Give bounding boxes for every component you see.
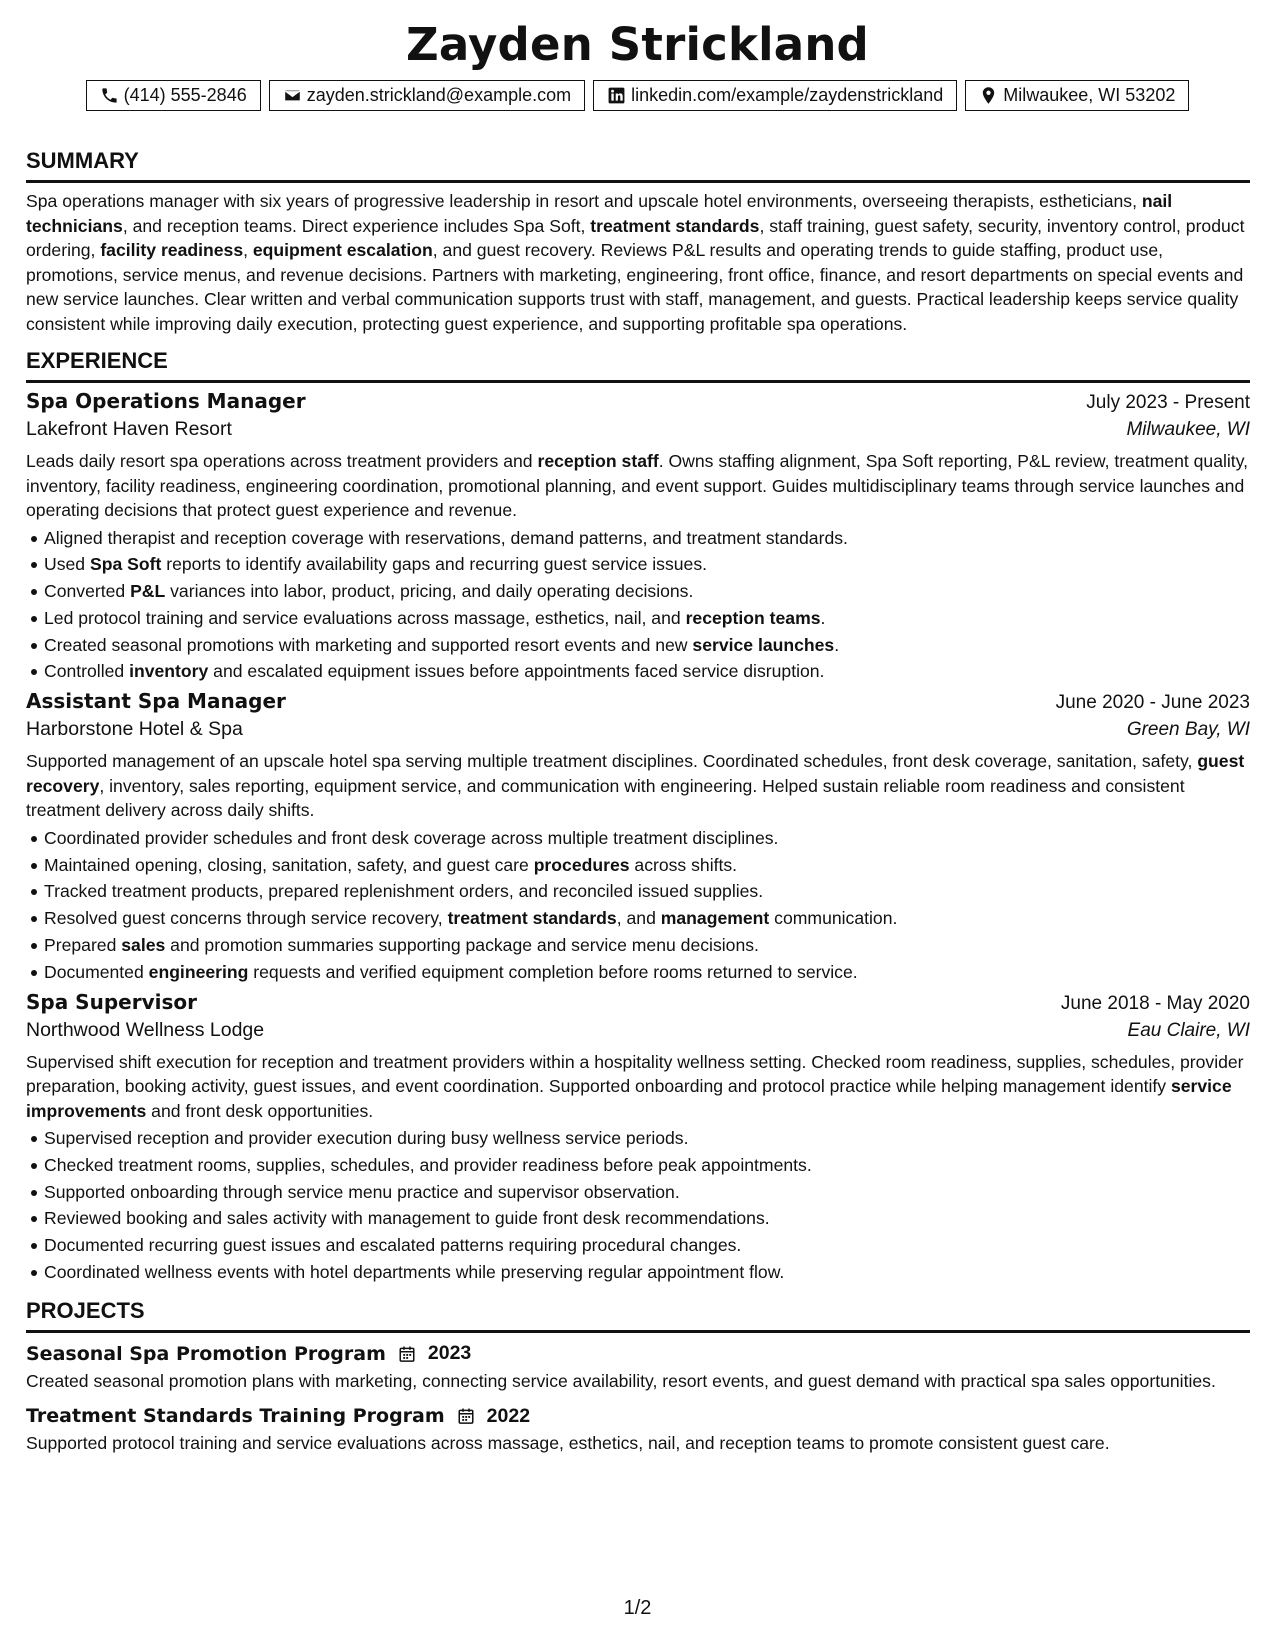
emphasized-text: treatment standards — [590, 215, 760, 236]
summary-text — [26, 189, 1250, 336]
text-run: reports to identify availability gaps and recurring guest service issues. — [161, 554, 708, 575]
calendar-icon — [398, 1345, 416, 1363]
emphasized-text: reception staff — [537, 451, 659, 471]
calendar-icon — [457, 1407, 475, 1425]
project-year: 2022 — [486, 1404, 531, 1427]
text-run: . — [820, 607, 826, 628]
text-run: Resolved guest concerns through service recovery, — [44, 908, 448, 929]
text-run: variances into labor, product, pricing, and daily operating decisions. — [165, 581, 694, 602]
text-run: Reviewed booking and sales activity with management to guide front desk recommendations. — [44, 1208, 770, 1229]
project-name: Seasonal Spa Promotion Program — [26, 1342, 386, 1365]
section-divider — [26, 380, 1250, 383]
job-entry — [26, 689, 1250, 985]
emphasized-text: treatment standards — [447, 908, 617, 929]
text-run: Leads daily resort spa operations across treatment providers and — [26, 451, 538, 471]
job-bullets — [26, 825, 1250, 986]
text-run: Created seasonal promotions with marketing and supported resort events and new — [44, 634, 693, 655]
summary-section — [26, 148, 1250, 336]
text-run: . — [834, 634, 840, 655]
project-name: Treatment Standards Training Program — [26, 1405, 445, 1428]
job-description — [26, 449, 1250, 523]
text-run: , and — [616, 908, 661, 929]
emphasized-text: Spa Soft — [89, 554, 162, 575]
bullet-item — [26, 1179, 1250, 1206]
job-entry — [26, 990, 1250, 1286]
text-run: communication. — [769, 908, 898, 929]
text-run: , and guest recovery. Reviews P&L results and operating trends to guide staffing, product use, promotions, service menus, and revenue decisions. Partners with marketing, engineering, front office, finance, and resort departments on special events and new service launches. Clear written and verbal communication supports trust with staff, management, and guests. Practical leadership keeps service quality consistent while improving daily execution, protecting guest experience, and supporting profitable spa operations. — [26, 240, 1244, 334]
text-run: Spa operations manager with six years of progressive leadership in resort and upscale hotel environments, overseeing therapists, estheticians, — [26, 191, 1142, 211]
text-run: Documented — [44, 961, 149, 982]
project-entry — [26, 1339, 1250, 1394]
text-run: , staff training, guest safety, security, inventory control, product ordering, — [26, 215, 1245, 260]
bullet-item — [26, 578, 1250, 605]
job-location: Eau Claire, WI — [1127, 1019, 1250, 1041]
contact-linkedin-text: linkedin.com/example/zaydenstrickland — [631, 85, 944, 105]
project-description: Supported protocol training and service evaluations across massage, esthetics, nail, and reception teams to promote consistent guest care. — [26, 1433, 1110, 1454]
bullet-item — [26, 959, 1250, 986]
section-title-experience: EXPERIENCE — [26, 348, 168, 373]
job-dates: June 2018 - May 2020 — [1060, 992, 1250, 1014]
job-title: Spa Operations Manager — [26, 389, 306, 413]
job-description — [26, 749, 1250, 823]
project-description: Created seasonal promotion plans with marketing, connecting service availability, resort events, and guest demand with practical spa sales opportunities. — [26, 1370, 1216, 1391]
bullet-item — [26, 1205, 1250, 1232]
text-run: Led protocol training and service evaluations across massage, esthetics, nail, and — [44, 607, 686, 628]
emphasized-text: nail technicians — [26, 191, 1173, 236]
text-run: Coordinated wellness events with hotel departments while preserving regular appointment flow. — [44, 1262, 785, 1283]
experience-section — [26, 348, 1250, 1286]
job-bullets — [26, 1125, 1250, 1286]
job-dates: June 2020 - June 2023 — [1055, 692, 1250, 714]
emphasized-text: inventory — [129, 661, 209, 682]
emphasized-text: P&L — [130, 581, 166, 602]
emphasized-text: service improvements — [26, 1076, 1232, 1121]
contact-linkedin[interactable] — [593, 80, 957, 111]
contact-email-text: zayden.strickland@example.com — [306, 85, 572, 105]
job-location: Green Bay, WI — [1126, 719, 1250, 741]
text-run: and front desk opportunities. — [146, 1100, 374, 1121]
text-run: , — [243, 240, 253, 260]
bullet-item — [26, 1152, 1250, 1179]
text-run: Supported management of an upscale hotel spa serving multiple treatment disciplines. Coordinated schedules, front desk coverage, sanitation, safety, — [26, 751, 1198, 772]
bullet-item — [26, 905, 1250, 932]
page-number: 1/2 — [623, 1597, 652, 1619]
candidate-name: Zayden Strickland — [406, 18, 869, 71]
text-run: Tracked treatment products, prepared replenishment orders, and reconciled issued supplies. — [44, 881, 764, 902]
text-run: Supported onboarding through service menu practice and supervisor observation. — [44, 1181, 680, 1202]
project-entry — [26, 1401, 1250, 1456]
text-run: . Owns staffing alignment, Spa Soft reporting, P&L review, treatment quality, inventory, facility readiness, engineering coordination, promotional planning, and event support. Guides multidisciplinary teams through service launches and operating decisions that protect guest experience and revenue. — [26, 451, 1249, 520]
job-description — [26, 1050, 1250, 1124]
bullet-item — [26, 551, 1250, 578]
text-run: and escalated equipment issues before appointments faced service disruption. — [208, 661, 825, 682]
text-run: Used — [44, 554, 90, 575]
text-run: Controlled — [44, 661, 130, 682]
contact-location — [965, 80, 1189, 111]
text-run: Supervised reception and provider execution during busy wellness service periods. — [44, 1128, 689, 1149]
job-company: Harborstone Hotel & Spa — [26, 718, 243, 741]
bullet-item — [26, 525, 1250, 552]
contact-location-text: Milwaukee, WI 53202 — [1003, 85, 1176, 105]
text-run: Documented recurring guest issues and escalated patterns requiring procedural changes. — [44, 1235, 742, 1256]
job-location: Milwaukee, WI — [1126, 419, 1250, 440]
text-run: Supervised shift execution for reception and treatment providers within a hospitality wellness setting. Checked room readiness, supplies, schedules, provider preparation, booking activity, guest issues, and event coordination. Supported onboarding and protocol practice while helping management identify — [26, 1051, 1244, 1097]
contact-email[interactable] — [269, 80, 585, 111]
linkedin-icon — [607, 86, 626, 105]
job-company: Northwood Wellness Lodge — [26, 1018, 265, 1041]
text-run: Converted — [44, 581, 131, 602]
projects-section — [26, 1298, 1250, 1456]
text-run: Coordinated provider schedules and front desk coverage across multiple treatment disciplines. — [44, 827, 779, 848]
text-run: and promotion summaries supporting package and service menu decisions. — [165, 934, 759, 955]
job-company: Lakefront Haven Resort — [26, 418, 232, 440]
contact-bar — [0, 80, 1275, 111]
job-dates: July 2023 - Present — [1086, 392, 1250, 413]
text-run: Aligned therapist and reception coverage with reservations, demand patterns, and treatment standards. — [44, 527, 848, 548]
text-run: across shifts. — [629, 854, 738, 875]
project-year: 2023 — [427, 1342, 472, 1365]
section-title-projects: PROJECTS — [26, 1297, 145, 1323]
emphasized-text: procedures — [533, 854, 630, 875]
emphasized-text: facility readiness — [100, 240, 244, 260]
job-entry — [26, 389, 1250, 685]
job-bullets — [26, 525, 1250, 686]
contact-phone-text: (414) 555-2846 — [123, 85, 247, 105]
bullet-item — [26, 658, 1250, 685]
bullet-item — [26, 632, 1250, 659]
envelope-icon — [283, 86, 302, 105]
job-title: Spa Supervisor — [26, 989, 197, 1014]
section-title-summary: SUMMARY — [26, 148, 139, 173]
bullet-item — [26, 1232, 1250, 1259]
text-run: Prepared — [44, 934, 122, 955]
bullet-item — [26, 1125, 1250, 1152]
emphasized-text: reception teams — [685, 607, 821, 628]
emphasized-text: engineering — [148, 961, 249, 982]
text-run: requests and verified equipment completion before rooms returned to service. — [248, 961, 858, 982]
emphasized-text: sales — [121, 934, 166, 955]
bullet-item — [26, 825, 1250, 852]
text-run: , and reception teams. Direct experience includes Spa Soft, — [122, 215, 591, 236]
bullet-item — [26, 852, 1250, 879]
text-run: Maintained opening, closing, sanitation, safety, and guest care — [44, 854, 534, 875]
bullet-item — [26, 932, 1250, 959]
resume-content — [26, 148, 1250, 1456]
text-run: , inventory, sales reporting, equipment service, and communication with engineering. Helped sustain reliable room readiness and consistent treatment delivery across daily shifts. — [26, 775, 1185, 821]
contact-phone[interactable] — [86, 80, 261, 111]
bullet-item — [26, 1259, 1250, 1286]
text-run: Checked treatment rooms, supplies, schedules, and provider readiness before peak appointments. — [44, 1154, 812, 1175]
bullet-item — [26, 878, 1250, 905]
job-title: Assistant Spa Manager — [26, 689, 286, 714]
map-pin-icon — [979, 86, 998, 105]
emphasized-text: management — [660, 908, 770, 929]
bullet-item — [26, 605, 1250, 632]
emphasized-text: equipment escalation — [252, 240, 433, 260]
section-divider — [26, 180, 1250, 183]
emphasized-text: guest recovery — [26, 751, 1245, 796]
emphasized-text: service launches — [692, 634, 835, 655]
section-divider — [26, 1330, 1250, 1333]
phone-icon — [100, 86, 119, 105]
